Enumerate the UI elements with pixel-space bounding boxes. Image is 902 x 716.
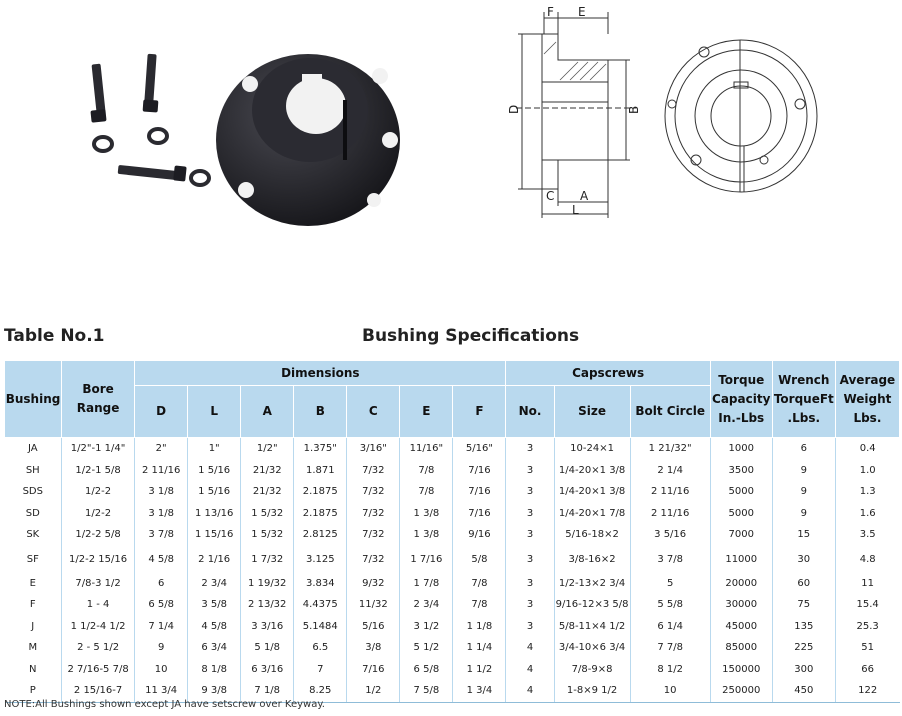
table-cell: 2 13/32: [241, 594, 294, 616]
table-cell: 1.0: [835, 460, 899, 482]
header-d: D: [135, 386, 188, 438]
table-cell: 1/2": [241, 438, 294, 460]
table-cell: 2 11/16: [630, 503, 710, 525]
table-cell: 7 5/8: [400, 680, 453, 702]
table-cell: 6: [772, 438, 835, 460]
table-row: [5, 460, 900, 482]
label-C: C: [546, 189, 555, 203]
table-cell: 3: [506, 503, 554, 525]
table-cell: 1/4-20×1 3/8: [554, 481, 630, 503]
table-cell: 1/2-2: [62, 481, 135, 503]
table-cell: 11: [835, 573, 899, 595]
table-cell: 15.4: [835, 594, 899, 616]
header-a: A: [241, 386, 294, 438]
table-cell: 1-8×9 1/2: [554, 680, 630, 702]
table-cell: 6 1/4: [630, 616, 710, 638]
table-cell: 3/4-10×6 3/4: [554, 637, 630, 659]
table-row: [5, 438, 900, 460]
table-cell: 2 1/4: [630, 460, 710, 482]
label-A: A: [580, 189, 589, 203]
table-cell: SK: [26, 529, 40, 541]
table-cell: 7000: [710, 524, 772, 546]
table-row: [5, 594, 900, 616]
header-torque-capacity: Torque Capacity In.-Lbs: [710, 361, 772, 438]
table-cell: 5000: [710, 481, 772, 503]
table-cell: SDS: [22, 486, 43, 498]
table-cell: 8.25: [294, 680, 347, 702]
table-cell: 7: [294, 659, 347, 681]
table-cell: 25.3: [835, 616, 899, 638]
table-cell: 135: [772, 616, 835, 638]
table-cell: 225: [772, 637, 835, 659]
table-cell: P: [5, 680, 62, 702]
table-cell: 1 3/4: [453, 680, 506, 702]
table-number: Table No.1: [4, 326, 105, 346]
table-cell: 21/32: [241, 481, 294, 503]
table-cell: 2 3/4: [400, 594, 453, 616]
header-bushing: Bushing: [5, 361, 62, 438]
side-section-drawing: [496, 4, 646, 224]
table-cell: 3 1/2: [400, 616, 453, 638]
table-cell: 3 1/8: [135, 503, 188, 525]
table-cell: 1 3/8: [400, 524, 453, 546]
table-cell: 6.5: [294, 637, 347, 659]
table-cell: 2.1875: [294, 481, 347, 503]
table-cell: 66: [835, 659, 899, 681]
table-cell: 1 21/32": [630, 438, 710, 460]
table-cell: 1/2-1 5/8: [62, 460, 135, 482]
table-cell: 1 5/32: [241, 503, 294, 525]
table-cell: 1/4-20×1 3/8: [554, 460, 630, 482]
table-cell: 9/16-12×3 5/8: [554, 594, 630, 616]
table-row: [5, 637, 900, 659]
table-cell: 1 3/8: [400, 503, 453, 525]
table-cell: 1/2-2: [62, 503, 135, 525]
table-cell: 3: [506, 546, 554, 573]
table-cell: E: [29, 577, 36, 589]
table-cell: 6: [135, 573, 188, 595]
table-cell: 2 7/16-5 7/8: [62, 659, 135, 681]
table-cell: SH: [25, 464, 40, 476]
table-cell: 1 7/32: [241, 546, 294, 573]
table-cell: 51: [835, 637, 899, 659]
table-cell: 5000: [710, 503, 772, 525]
table-cell: 4 5/8: [135, 546, 188, 573]
header-bore-range: Bore Range: [62, 361, 135, 438]
table-cell: 2.8125: [294, 524, 347, 546]
table-cell: 250000: [710, 680, 772, 702]
table-cell: 30: [772, 546, 835, 573]
table-cell: 7 1/4: [135, 616, 188, 638]
table-cell: 3: [506, 460, 554, 482]
lock-washer-icon: [149, 129, 167, 143]
header-capscrew-size: Size: [554, 386, 630, 438]
table-cell: 1.3: [835, 481, 899, 503]
table-cell: 2.1875: [294, 503, 347, 525]
table-cell: 7/32: [347, 524, 400, 546]
table-cell: 300: [772, 659, 835, 681]
table-cell: 1 15/16: [188, 524, 241, 546]
table-cell: 7/32: [347, 460, 400, 482]
table-cell: 3: [506, 524, 554, 546]
table-cell: 4: [506, 637, 554, 659]
table-cell: 1 - 4: [62, 594, 135, 616]
table-cell: SF: [26, 553, 39, 565]
table-cell: 8 1/2: [630, 659, 710, 681]
table-cell: 1/4-20×1 7/8: [554, 503, 630, 525]
table-cell: 2 11/16: [630, 481, 710, 503]
table-cell: 5 1/8: [241, 637, 294, 659]
table-cell: 9/16: [453, 524, 506, 546]
table-row: [5, 573, 900, 595]
header-dimensions: Dimensions: [135, 361, 506, 386]
table-cell: 0.4: [835, 438, 899, 460]
table-cell: 15: [772, 524, 835, 546]
table-cell: F: [29, 599, 36, 611]
table-cell: 1 1/4: [453, 637, 506, 659]
header-average-weight: Average Weight Lbs.: [835, 361, 899, 438]
table-cell: 9 3/8: [188, 680, 241, 702]
table-cell: 3: [506, 573, 554, 595]
table-cell: 20000: [710, 573, 772, 595]
table-cell: 6 5/8: [400, 659, 453, 681]
table-cell: 3 7/8: [135, 524, 188, 546]
table-cell: 5 1/2: [400, 637, 453, 659]
table-cell: 3: [506, 481, 554, 503]
table-row: [5, 524, 900, 546]
table-cell: 8 1/8: [188, 659, 241, 681]
table-cell: 11 3/4: [135, 680, 188, 702]
table-cell: 9/32: [347, 573, 400, 595]
footnote: NOTE:All Bushings shown except JA have setscrew over Keyway.: [4, 699, 325, 710]
table-cell: 3: [506, 594, 554, 616]
page-title: Bushing Specifications: [362, 326, 580, 346]
label-L: L: [572, 203, 579, 217]
table-row: [5, 503, 900, 525]
table-cell: 122: [835, 680, 899, 702]
header-f: F: [453, 386, 506, 438]
header-bolt-circle: Bolt Circle: [630, 386, 710, 438]
table-cell: 3/8-16×2: [554, 546, 630, 573]
table-row: [5, 659, 900, 681]
table-cell: 7/8-3 1/2: [62, 573, 135, 595]
header-l: L: [188, 386, 241, 438]
table-cell: 2 11/16: [135, 460, 188, 482]
table-cell: 7/16: [453, 481, 506, 503]
table-cell: 3.834: [294, 573, 347, 595]
table-cell: 1.375": [294, 438, 347, 460]
bolt-icon: [90, 64, 106, 123]
table-cell: 21/32: [241, 460, 294, 482]
bolt-icon: [118, 165, 187, 182]
label-F: F: [547, 5, 554, 19]
table-cell: 1/2"-1 1/4": [62, 438, 135, 460]
table-cell: 11000: [710, 546, 772, 573]
table-cell: 3.125: [294, 546, 347, 573]
header-capscrew-no: No.: [506, 386, 554, 438]
table-cell: 3: [506, 616, 554, 638]
table-cell: 60: [772, 573, 835, 595]
table-cell: 7/16: [453, 460, 506, 482]
label-B: B: [627, 105, 641, 114]
table-cell: 3/8: [347, 637, 400, 659]
table-cell: 5/16: [347, 616, 400, 638]
table-cell: 450: [772, 680, 835, 702]
table-cell: 5/8-11×4 1/2: [554, 616, 630, 638]
table-cell: 1 7/16: [400, 546, 453, 573]
table-body: [5, 438, 900, 703]
table-cell: 9: [135, 637, 188, 659]
table-cell: 7/8: [400, 481, 453, 503]
table-cell: 1/2-2 5/8: [62, 524, 135, 546]
table-cell: 3500: [710, 460, 772, 482]
bushing-photo: [88, 40, 434, 230]
table-cell: 1 1/2: [453, 659, 506, 681]
table-cell: 1/2-2 15/16: [62, 546, 135, 573]
table-cell: 1 1/2-4 1/2: [62, 616, 135, 638]
table-cell: 1 19/32: [241, 573, 294, 595]
table-cell: 3 1/8: [135, 481, 188, 503]
table-cell: 30000: [710, 594, 772, 616]
table-cell: 3.5: [835, 524, 899, 546]
table-cell: 6 3/16: [241, 659, 294, 681]
table-cell: 7/16: [453, 503, 506, 525]
table-cell: 7 1/8: [241, 680, 294, 702]
table-cell: 4.8: [835, 546, 899, 573]
table-cell: 1/2: [347, 680, 400, 702]
table-cell: 4: [506, 680, 554, 702]
bolt-icon: [143, 54, 159, 113]
table-cell: 1 7/8: [400, 573, 453, 595]
table-cell: 75: [772, 594, 835, 616]
table-cell: 5.1484: [294, 616, 347, 638]
table-cell: 7/8-9×8: [554, 659, 630, 681]
table-cell: 2 15/16-7: [62, 680, 135, 702]
table-cell: 5/16": [453, 438, 506, 460]
table-cell: 45000: [710, 616, 772, 638]
table-cell: 4 5/8: [188, 616, 241, 638]
table-cell: 2": [135, 438, 188, 460]
table-cell: 9: [772, 460, 835, 482]
table-cell: JA: [27, 443, 38, 455]
table-cell: 4: [506, 659, 554, 681]
header-c: C: [347, 386, 400, 438]
table-cell: 9: [772, 481, 835, 503]
table-row: [5, 546, 900, 573]
table-cell: 1000: [710, 438, 772, 460]
table-cell: 7/8: [400, 460, 453, 482]
table-cell: 6 5/8: [135, 594, 188, 616]
header-e: E: [400, 386, 453, 438]
table-cell: 7/8: [453, 573, 506, 595]
lock-washer-icon: [94, 137, 112, 151]
table-cell: N: [29, 663, 37, 675]
table-cell: 1": [188, 438, 241, 460]
table-cell: 3/16": [347, 438, 400, 460]
table-cell: 9: [772, 503, 835, 525]
table-cell: J: [31, 620, 35, 632]
table-cell: 150000: [710, 659, 772, 681]
table-cell: 3 5/8: [188, 594, 241, 616]
specification-table: [4, 360, 900, 703]
table-cell: M: [28, 642, 38, 654]
table-cell: 10-24×1: [554, 438, 630, 460]
table-cell: 2 - 5 1/2: [62, 637, 135, 659]
table-cell: 7/8: [453, 594, 506, 616]
table-cell: 2 3/4: [188, 573, 241, 595]
table-cell: 5 5/8: [630, 594, 710, 616]
label-E: E: [578, 5, 586, 19]
table-cell: 5: [630, 573, 710, 595]
table-cell: 1/2-13×2 3/4: [554, 573, 630, 595]
table-cell: 7/32: [347, 481, 400, 503]
table-cell: 1.871: [294, 460, 347, 482]
label-D: D: [507, 104, 521, 114]
table-cell: 10: [630, 680, 710, 702]
header-wrench-torque: Wrench TorqueFt .Lbs.: [772, 361, 835, 438]
table-cell: 3 5/16: [630, 524, 710, 546]
table-cell: 1 1/8: [453, 616, 506, 638]
table-cell: 3 7/8: [630, 546, 710, 573]
table-cell: SD: [25, 507, 40, 519]
table-row: [5, 481, 900, 503]
table-cell: 2 1/16: [188, 546, 241, 573]
table-cell: 1 5/32: [241, 524, 294, 546]
table-row: [5, 616, 900, 638]
table-cell: 5/8: [453, 546, 506, 573]
table-cell: 6 3/4: [188, 637, 241, 659]
table-cell: 10: [135, 659, 188, 681]
front-view-drawing: [660, 36, 822, 196]
table-cell: 1 5/16: [188, 460, 241, 482]
table-cell: 11/16": [400, 438, 453, 460]
header-b: B: [294, 386, 347, 438]
table-cell: 7/32: [347, 503, 400, 525]
table-cell: 1 5/16: [188, 481, 241, 503]
table-cell: 85000: [710, 637, 772, 659]
table-cell: 5/16-18×2: [554, 524, 630, 546]
header-capscrews: Capscrews: [506, 361, 710, 386]
table-cell: 7/16: [347, 659, 400, 681]
table-cell: 1 13/16: [188, 503, 241, 525]
table-cell: 7 7/8: [630, 637, 710, 659]
table-cell: 11/32: [347, 594, 400, 616]
table-cell: 4.4375: [294, 594, 347, 616]
table-cell: 3 3/16: [241, 616, 294, 638]
table-cell: 7/32: [347, 546, 400, 573]
table-cell: 3: [506, 438, 554, 460]
lock-washer-icon: [191, 171, 209, 185]
table-cell: 1.6: [835, 503, 899, 525]
